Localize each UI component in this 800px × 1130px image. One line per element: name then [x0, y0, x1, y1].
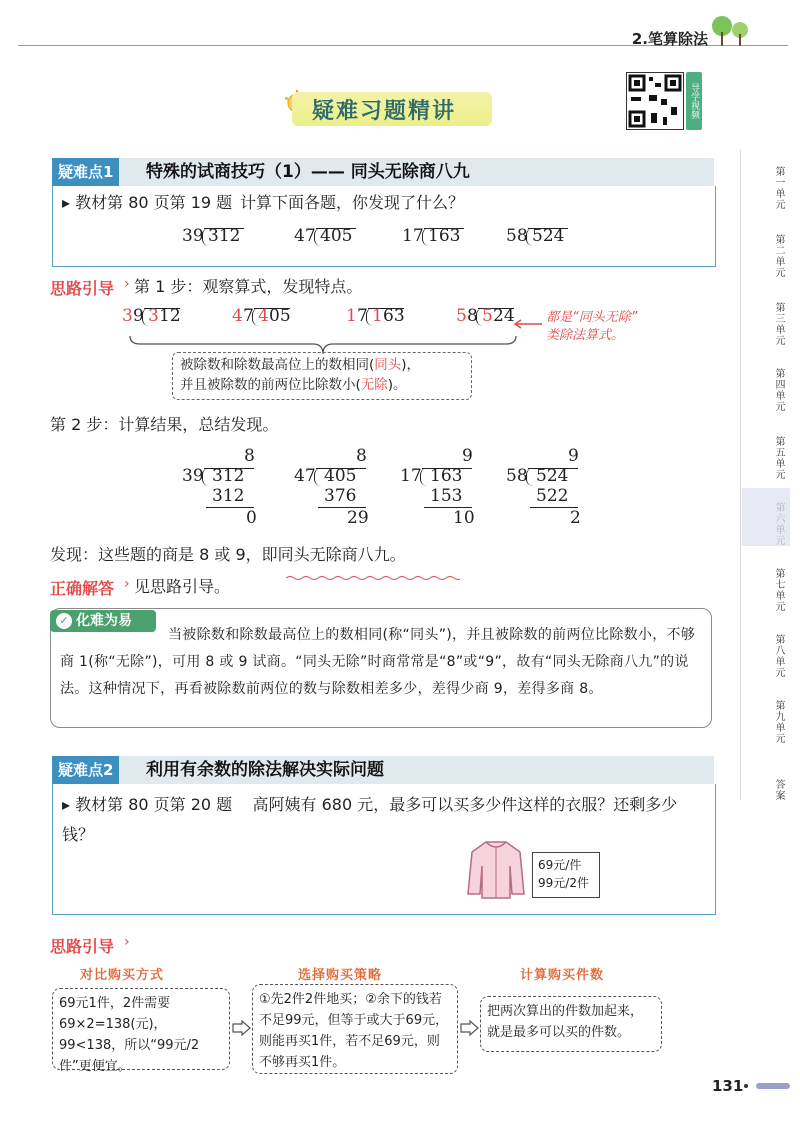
- brace-note-2-red: 无除: [360, 377, 388, 393]
- work-divisor: 58: [506, 466, 528, 486]
- banner-title: 疑难习题精讲: [312, 99, 457, 124]
- division-dividend-first: 1: [372, 306, 383, 326]
- brace-note-1b: )，: [401, 357, 421, 373]
- quotient: 9: [462, 446, 473, 466]
- step-label-2: 选择购买策略: [298, 968, 383, 983]
- section1-badge: 疑难点1: [52, 158, 119, 186]
- division-dividend-rest: 05: [269, 306, 291, 326]
- division-dividend-rest: 24: [493, 306, 515, 326]
- section2-header: [52, 756, 714, 784]
- division-divisor-rest: 7: [243, 306, 254, 326]
- step-box-2: [252, 984, 458, 1074]
- section1-step2: 第 2 步：计算结果，总结发现。: [50, 415, 279, 434]
- section2-title: 利用有余数的除法解决实际问题: [146, 760, 384, 780]
- hint-label: 化难为易: [76, 613, 132, 629]
- division-dividend-first: 5: [482, 306, 493, 326]
- quotient: 9: [568, 446, 579, 466]
- note-arrow-icon: [512, 314, 542, 324]
- hint-text: [60, 622, 702, 703]
- sidebar-tab[interactable]: 第七单元: [773, 568, 784, 612]
- division-bracket: [314, 468, 321, 486]
- sidebar-tab[interactable]: 第六单元: [773, 502, 784, 546]
- wavy-underline-icon: [286, 566, 460, 572]
- hint-body: 当被除数和除数最高位上的数相同(称“同头”)，并且被除数的前两位比除数小，不够商 1(称“无除”)，可用 8 或 9 试商。“同头无除”时商常常是“8”或“9”，故有“同头无除商八九”的说法。这种情况下，再看被除数前两位的数与除数相差多少，差得少商 9，差得多商 8。: [60, 627, 696, 697]
- quotient: 8: [356, 446, 367, 466]
- sidebar-tab[interactable]: 第一单元: [773, 166, 784, 210]
- page-tab-marker: [756, 1083, 790, 1089]
- section1-finding: 发现：这些题的商是 8 或 9，即同头无除商八九。: [50, 545, 406, 564]
- division-dividend-rest: 63: [383, 306, 405, 326]
- step-box-1: [52, 988, 230, 1074]
- work-remainder: 29: [347, 508, 369, 528]
- work-remainder: 10: [453, 508, 475, 528]
- step-label-3: 计算购买件数: [520, 968, 605, 983]
- sidebar-tab[interactable]: 第二单元: [773, 234, 784, 278]
- sidebar-tab[interactable]: 第五单元: [773, 436, 784, 480]
- section1-answer-text: 见思路引导。: [134, 577, 231, 596]
- chapter-title: 2.笔算除法: [631, 30, 708, 48]
- tree-icon: [710, 14, 752, 48]
- section2-guide-label: 思路引导: [50, 937, 115, 956]
- division-bracket: [526, 468, 533, 486]
- section1-header: [52, 158, 714, 186]
- work-dividend: 524: [536, 466, 569, 486]
- work-divisor: 39: [182, 466, 204, 486]
- section1-answer-label: 正确解答: [50, 579, 115, 598]
- brace-note-1-red: 同头: [374, 357, 402, 373]
- step-label-1: 对比购买方式: [80, 968, 165, 983]
- division-divisor: 39: [182, 226, 204, 246]
- step-text-2: ①先2件2件地买；②余下的钱若不足99元，但等于或大于69元，则能再买1件，若不足69元，则不够再买1件。: [259, 992, 449, 1070]
- division-dividend-rest: 12: [159, 306, 181, 326]
- brace-note-2b: )。: [387, 377, 407, 393]
- section2-badge: 疑难点2: [52, 756, 119, 784]
- answer-arrow-icon: ›: [124, 576, 130, 592]
- division-dividend: 405: [320, 226, 353, 246]
- page-number: 131: [712, 1077, 744, 1095]
- division-dividend-first: 4: [258, 306, 269, 326]
- work-product: 153: [430, 486, 463, 506]
- work-product: 376: [324, 486, 357, 506]
- arrow-right-icon-1: [232, 1020, 252, 1040]
- division-bracket: [420, 468, 427, 486]
- work-divisor: 47: [294, 466, 316, 486]
- note-right-line2: 类除法算式。: [546, 328, 625, 343]
- brace-note-1a: 被除数和除数最高位上的数相同(: [180, 357, 375, 373]
- page-dot: [744, 1084, 748, 1088]
- section1-problem-ref: ▸ 教材第 80 页第 19 题: [62, 193, 233, 212]
- work-dividend: 405: [324, 466, 357, 486]
- brace-note-2a: 并且被除数的前两位比除数小(: [180, 377, 361, 393]
- guide-arrow-icon: ›: [124, 276, 130, 292]
- brace-note-line1: [180, 355, 420, 375]
- section1-title: 特殊的试商技巧（1）—— 同头无除商八九: [146, 162, 470, 182]
- section2-problem: [62, 790, 702, 850]
- division-divisor-rest: 9: [133, 306, 144, 326]
- qr-code-icon[interactable]: [626, 72, 684, 130]
- note-right-line1: 都是“同头无除”: [546, 310, 638, 325]
- division-divisor-first: 3: [122, 306, 133, 326]
- jacket-icon: [466, 838, 526, 900]
- division-divisor-first: 5: [456, 306, 467, 326]
- work-remainder: 0: [246, 508, 257, 528]
- sidebar-tab[interactable]: 第四单元: [773, 368, 784, 412]
- division-dividend: 312: [208, 226, 241, 246]
- brace-note-line2: [180, 375, 407, 395]
- step-box-3: [480, 996, 662, 1052]
- sidebar-tab[interactable]: 答案: [773, 779, 784, 801]
- sidebar-tab[interactable]: 第八单元: [773, 634, 784, 678]
- hint-icon: ✓: [56, 613, 72, 629]
- sidebar-rule: [740, 150, 741, 800]
- work-remainder: 2: [570, 508, 581, 528]
- step-text-1: 69元1件，2件需要69×2=138(元)，99<138，所以“99元/2件”更便宜。: [59, 996, 200, 1074]
- work-dividend: 312: [212, 466, 245, 486]
- price-2: 99元/2件: [538, 876, 589, 890]
- division-divisor-first: 4: [232, 306, 243, 326]
- price-1: 69元/件: [538, 858, 582, 872]
- quotient: 8: [244, 446, 255, 466]
- work-dividend: 163: [430, 466, 463, 486]
- division-dividend: 524: [532, 226, 565, 246]
- division-divisor: 47: [294, 226, 316, 246]
- qr-tag: 导学视频: [686, 72, 702, 130]
- work-product: 312: [212, 486, 245, 506]
- division-dividend: 163: [428, 226, 461, 246]
- arrow-right-icon-2: [460, 1020, 480, 1040]
- division-bracket: [202, 468, 209, 486]
- division-dividend-first: 3: [148, 306, 159, 326]
- section1-step1: 第 1 步：观察算式，发现特点。: [134, 277, 363, 296]
- section1-problem-text: 计算下面各题，你发现了什么？: [240, 193, 465, 212]
- division-divisor: 17: [402, 226, 424, 246]
- division-divisor-rest: 8: [467, 306, 478, 326]
- sidebar-tab[interactable]: 第三单元: [773, 302, 784, 346]
- section2-problem-text: 高阿姨有 680 元，最多可以买多少件这样的衣服？还剩多少钱？: [62, 795, 678, 844]
- sidebar-tab[interactable]: 第九单元: [773, 700, 784, 744]
- step-text-3: 把两次算出的件数加起来，就是最多可以买的件数。: [487, 1004, 644, 1040]
- work-divisor: 17: [400, 466, 422, 486]
- division-divisor-first: 1: [346, 306, 357, 326]
- section2-problem-ref: ▸ 教材第 80 页第 20 题: [62, 795, 233, 814]
- section1-guide-label: 思路引导: [50, 279, 115, 298]
- guide2-arrow-icon: ›: [124, 934, 130, 950]
- division-divisor-rest: 7: [357, 306, 368, 326]
- work-product: 522: [536, 486, 569, 506]
- division-divisor: 58: [506, 226, 528, 246]
